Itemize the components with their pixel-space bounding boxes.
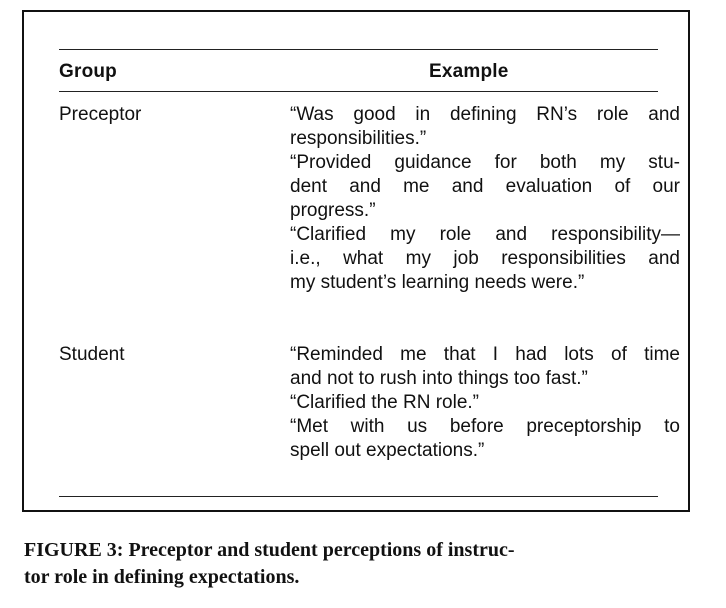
caption-line: FIGURE 3: Preceptor and student perceptions of instruc- [24,539,515,561]
table-top-rule [59,49,658,50]
example-line: progress.” [290,200,376,221]
group-column-header: Group [59,61,117,82]
example-line: “Was good in defining RN’s role and [290,104,680,125]
example-line: “Clarified the RN role.” [290,392,479,413]
example-line: and not to rush into things too fast.” [290,368,588,389]
caption-line: tor role in defining expectations. [24,566,300,588]
example-line: “Provided guidance for both my stu- [290,152,680,173]
figure-caption [24,537,684,591]
example-column-header: Example [429,61,509,82]
example-line: dent and me and evaluation of our [290,176,680,197]
example-line: spell out expectations.” [290,440,485,461]
table-row-student-examples [290,343,680,463]
example-line: “Clarified my role and responsibility— [290,224,680,245]
figure-frame [22,10,690,512]
example-line: my student’s learning needs were.” [290,272,585,293]
table-bottom-rule [59,496,658,497]
table-header-rule [59,91,658,92]
table-row-preceptor-examples [290,103,680,295]
table-row-student-group: Student [59,344,125,365]
table-row-preceptor-group: Preceptor [59,104,142,125]
example-line: responsibilities.” [290,128,427,149]
example-line: i.e., what my job responsibilities and [290,248,680,269]
example-line: “Met with us before preceptorship to [290,416,680,437]
example-line: “Reminded me that I had lots of time [290,344,680,365]
